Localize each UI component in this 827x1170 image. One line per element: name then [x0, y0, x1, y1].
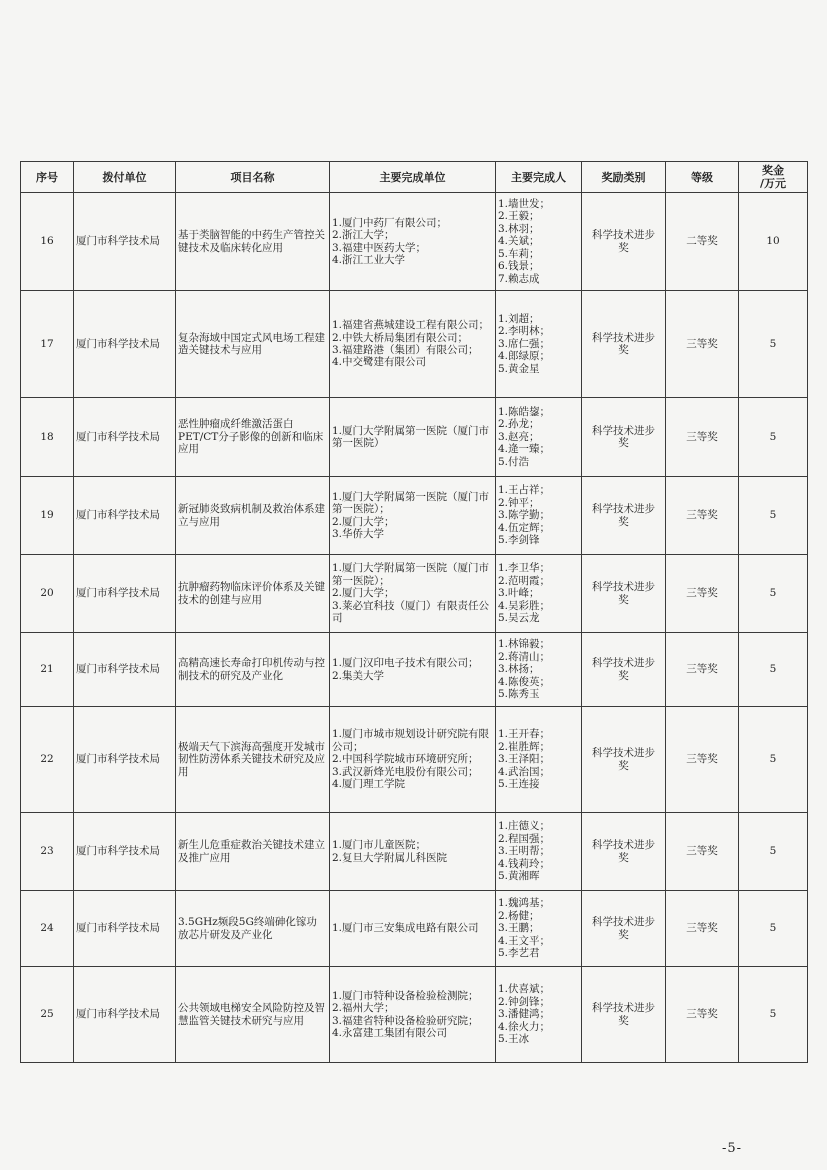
header-category: 奖励类别 — [582, 162, 666, 193]
person-line: 1.王占祥； — [498, 484, 551, 497]
person-line: 4.陈俊英； — [498, 675, 551, 688]
cell-level: 三等奖 — [666, 813, 739, 891]
person-line: 2.王毅； — [498, 210, 540, 223]
org-line: 2.集美大学 — [332, 669, 385, 682]
cell-no: 16 — [21, 193, 74, 291]
awards-table — [20, 161, 808, 1063]
person-line: 3.王泽阳； — [498, 753, 551, 766]
org-line: 2.浙江大学； — [332, 229, 395, 242]
header-people: 主要完成人 — [496, 162, 582, 193]
cell-unit: 厦门市科学技术局 — [74, 813, 176, 891]
cell-level: 三等奖 — [666, 891, 739, 967]
org-line: 4.中交鹭建有限公司 — [332, 356, 427, 369]
cell-no: 18 — [21, 398, 74, 477]
person-line: 5.李剑锋 — [498, 534, 540, 547]
cell-level: 三等奖 — [666, 291, 739, 398]
org-line: 1.厦门大学附属第一医院（厦门市第一医院）； — [332, 490, 490, 516]
cell-unit: 厦门市科学技术局 — [74, 193, 176, 291]
cell-project: 3.5GHz频段5G终端砷化镓功放芯片研发及产业化 — [176, 891, 330, 967]
cell-people — [496, 633, 582, 707]
cell-category: 科学技术进步奖 — [582, 813, 666, 891]
cell-orgs — [330, 633, 496, 707]
person-line: 4.王文平； — [498, 934, 551, 947]
org-line: 3.福建路港（集团）有限公司； — [332, 344, 479, 356]
cell-level: 三等奖 — [666, 477, 739, 555]
cell-level: 二等奖 — [666, 193, 739, 291]
cell-project: 新生儿危重症救治关键技术建立及推广应用 — [176, 813, 330, 891]
cell-category: 科学技术进步奖 — [582, 193, 666, 291]
person-line: 7.赖志成 — [498, 272, 540, 285]
cell-level: 三等奖 — [666, 707, 739, 813]
cell-bonus: 5 — [739, 555, 808, 633]
person-line: 5.吴云龙 — [498, 612, 540, 625]
person-line: 3.赵亮； — [498, 430, 540, 443]
cell-people — [496, 193, 582, 291]
cell-project: 恶性肿瘤成纤维激活蛋白PET/CT分子影像的创新和临床应用 — [176, 398, 330, 477]
person-line: 3.王鹏； — [498, 922, 540, 935]
cell-unit: 厦门市科学技术局 — [74, 477, 176, 555]
cell-people — [496, 967, 582, 1063]
header-bonus: 奖金 /万元 — [739, 162, 808, 193]
person-line: 2.范明霞； — [498, 574, 551, 587]
cell-orgs — [330, 967, 496, 1063]
cell-category: 科学技术进步奖 — [582, 477, 666, 555]
org-line: 3.福建中医药大学； — [332, 241, 427, 254]
cell-project: 抗肿瘤药物临床评价体系及关键技术的创建与应用 — [176, 555, 330, 633]
person-line: 1.林锦毅； — [498, 638, 551, 651]
cell-orgs — [330, 291, 496, 398]
person-line: 1.伏喜斌； — [498, 983, 551, 996]
person-line: 5.王冰 — [498, 1033, 530, 1046]
org-line: 1.厦门中药厂有限公司； — [332, 216, 448, 229]
table-header-row — [21, 162, 808, 193]
cell-people — [496, 291, 582, 398]
person-line: 2.崔胜辉； — [498, 740, 551, 753]
person-line: 3.林扬； — [498, 663, 540, 676]
person-line: 4.钱莉玲； — [498, 857, 551, 870]
cell-orgs — [330, 477, 496, 555]
cell-unit: 厦门市科学技术局 — [74, 555, 176, 633]
cell-no: 23 — [21, 813, 74, 891]
person-line: 1.陈皓鋆； — [498, 405, 551, 418]
person-line: 2.钟剑锋； — [498, 995, 551, 1008]
org-line: 4.永富建工集团有限公司 — [332, 1026, 448, 1039]
person-line: 3.潘健鸿； — [498, 1008, 551, 1021]
cell-level: 三等奖 — [666, 398, 739, 477]
cell-bonus: 5 — [739, 707, 808, 813]
person-line: 5.付浩 — [498, 455, 530, 468]
cell-bonus: 5 — [739, 813, 808, 891]
person-line: 2.杨健； — [498, 909, 540, 922]
person-line: 6.钱景； — [498, 260, 540, 273]
cell-level: 三等奖 — [666, 555, 739, 633]
cell-level: 三等奖 — [666, 633, 739, 707]
cell-bonus: 5 — [739, 967, 808, 1063]
person-line: 3.王明帮； — [498, 845, 551, 858]
table-row — [21, 555, 808, 633]
table-row — [21, 891, 808, 967]
cell-project: 极端天气下滨海高强度开发城市韧性防涝体系关键技术研究及应用 — [176, 707, 330, 813]
cell-people — [496, 555, 582, 633]
table-row — [21, 291, 808, 398]
cell-project: 基于类脑智能的中药生产管控关键技术及临床转化应用 — [176, 193, 330, 291]
org-line: 1.厦门市儿童医院； — [332, 839, 427, 852]
person-line: 2.孙龙； — [498, 418, 540, 431]
cell-category: 科学技术进步奖 — [582, 633, 666, 707]
person-line: 5.李艺君 — [498, 947, 540, 960]
person-line: 4.逄一臻； — [498, 443, 551, 456]
person-line: 4.伍定辉； — [498, 521, 551, 534]
org-line: 1.厦门市特种设备检验检测院； — [332, 989, 479, 1002]
person-line: 5.黄金星 — [498, 362, 540, 375]
org-line: 4.厦门理工学院 — [332, 778, 406, 791]
cell-people — [496, 398, 582, 477]
person-line: 2.蒋清山； — [498, 650, 551, 663]
org-line: 4.浙江工业大学 — [332, 253, 406, 266]
org-line: 3.福建省特种设备检验研究院； — [332, 1014, 479, 1027]
header-no: 序号 — [21, 162, 74, 193]
org-line: 1.厦门市城市规划设计研究院有限公司； — [332, 728, 490, 753]
person-line: 1.庄德义； — [498, 820, 551, 833]
cell-category: 科学技术进步奖 — [582, 707, 666, 813]
cell-no: 22 — [21, 707, 74, 813]
person-line: 4.吴彩胜； — [498, 599, 551, 612]
cell-category: 科学技术进步奖 — [582, 291, 666, 398]
cell-orgs — [330, 193, 496, 291]
cell-bonus: 5 — [739, 891, 808, 967]
org-line: 2.厦门大学； — [332, 587, 395, 600]
cell-bonus: 5 — [739, 291, 808, 398]
table-row — [21, 967, 808, 1063]
org-line: 1.厦门大学附属第一医院（厦门市第一医院） — [332, 424, 490, 449]
cell-orgs — [330, 707, 496, 813]
person-line: 4.徐火力； — [498, 1020, 551, 1033]
cell-project: 高精高速长寿命打印机传动与控制技术的研究及产业化 — [176, 633, 330, 707]
cell-people — [496, 891, 582, 967]
person-line: 4.郎绿原； — [498, 350, 551, 363]
org-line: 1.福建省燕城建设工程有限公司； — [332, 319, 490, 332]
cell-unit: 厦门市科学技术局 — [74, 967, 176, 1063]
person-line: 1.李卫华； — [498, 562, 551, 575]
cell-bonus: 5 — [739, 398, 808, 477]
cell-bonus: 5 — [739, 633, 808, 707]
header-unit: 拨付单位 — [74, 162, 176, 193]
cell-bonus: 10 — [739, 193, 808, 291]
person-line: 5.王连接 — [498, 778, 540, 791]
cell-no: 21 — [21, 633, 74, 707]
person-line: 1.王开春； — [498, 728, 551, 741]
person-line: 1.刘超； — [498, 312, 540, 325]
cell-no: 25 — [21, 967, 74, 1063]
cell-no: 17 — [21, 291, 74, 398]
org-line: 2.中国科学院城市环境研究所； — [332, 753, 479, 766]
cell-people — [496, 707, 582, 813]
person-line: 5.车莉； — [498, 247, 540, 260]
cell-category: 科学技术进步奖 — [582, 398, 666, 477]
cell-no: 20 — [21, 555, 74, 633]
person-line: 4.关斌； — [498, 235, 540, 248]
org-line: 1.厦门大学附属第一医院（厦门市第一医院）； — [332, 562, 490, 587]
cell-project: 复杂海域中国定式风电场工程建造关键技术与应用 — [176, 291, 330, 398]
cell-category: 科学技术进步奖 — [582, 891, 666, 967]
table-row — [21, 707, 808, 813]
cell-people — [496, 813, 582, 891]
cell-orgs — [330, 398, 496, 477]
org-line: 3.武汉新烽光电股份有限公司； — [332, 765, 479, 778]
person-line: 3.陈学勤； — [498, 509, 551, 522]
cell-no: 24 — [21, 891, 74, 967]
cell-people — [496, 477, 582, 555]
person-line: 3.叶峰； — [498, 587, 540, 600]
table-row — [21, 193, 808, 291]
header-level: 等级 — [666, 162, 739, 193]
cell-bonus: 5 — [739, 477, 808, 555]
cell-no: 19 — [21, 477, 74, 555]
cell-project: 公共领域电梯安全风险防控及智慧监管关键技术研究与应用 — [176, 967, 330, 1063]
cell-project: 新冠肺炎致病机制及救治体系建立与应用 — [176, 477, 330, 555]
org-line: 1.厦门汉印电子技术有限公司； — [332, 657, 479, 670]
org-line: 2.厦门大学； — [332, 515, 395, 528]
cell-level: 三等奖 — [666, 967, 739, 1063]
table-row — [21, 477, 808, 555]
cell-unit: 厦门市科学技术局 — [74, 633, 176, 707]
person-line: 4.武治国； — [498, 765, 551, 778]
org-line: 3.华侨大学 — [332, 527, 385, 540]
person-line: 1.魏鸿基； — [498, 897, 551, 910]
cell-unit: 厦门市科学技术局 — [74, 291, 176, 398]
cell-category: 科学技术进步奖 — [582, 555, 666, 633]
person-line: 3.林羽； — [498, 222, 540, 235]
table-row — [21, 813, 808, 891]
cell-unit: 厦门市科学技术局 — [74, 707, 176, 813]
person-line: 5.黄湘晖 — [498, 870, 540, 883]
table-row — [21, 633, 808, 707]
person-line: 5.陈秀玉 — [498, 688, 540, 701]
org-line: 2.福州大学； — [332, 1002, 395, 1015]
org-line: 2.复旦大学附属儿科医院 — [332, 851, 448, 864]
cell-unit: 厦门市科学技术局 — [74, 891, 176, 967]
header-orgs: 主要完成单位 — [330, 162, 496, 193]
cell-orgs — [330, 555, 496, 633]
org-line: 3.莱必宜科技（厦门）有限责任公司 — [332, 599, 490, 625]
header-project: 项目名称 — [176, 162, 330, 193]
table-row — [21, 398, 808, 477]
person-line: 2.程国强； — [498, 832, 551, 845]
page-number: -5- — [722, 1141, 743, 1156]
cell-category: 科学技术进步奖 — [582, 967, 666, 1063]
person-line: 1.墙世发； — [498, 198, 551, 211]
cell-unit: 厦门市科学技术局 — [74, 398, 176, 477]
org-line: 2.中铁大桥局集团有限公司； — [332, 331, 469, 344]
person-line: 2.钟平； — [498, 496, 540, 509]
cell-orgs — [330, 891, 496, 967]
person-line: 3.席仁强； — [498, 337, 551, 350]
cell-orgs — [330, 813, 496, 891]
person-line: 2.李明林； — [498, 325, 551, 338]
org-line: 1.厦门市三安集成电路有限公司 — [332, 922, 479, 935]
